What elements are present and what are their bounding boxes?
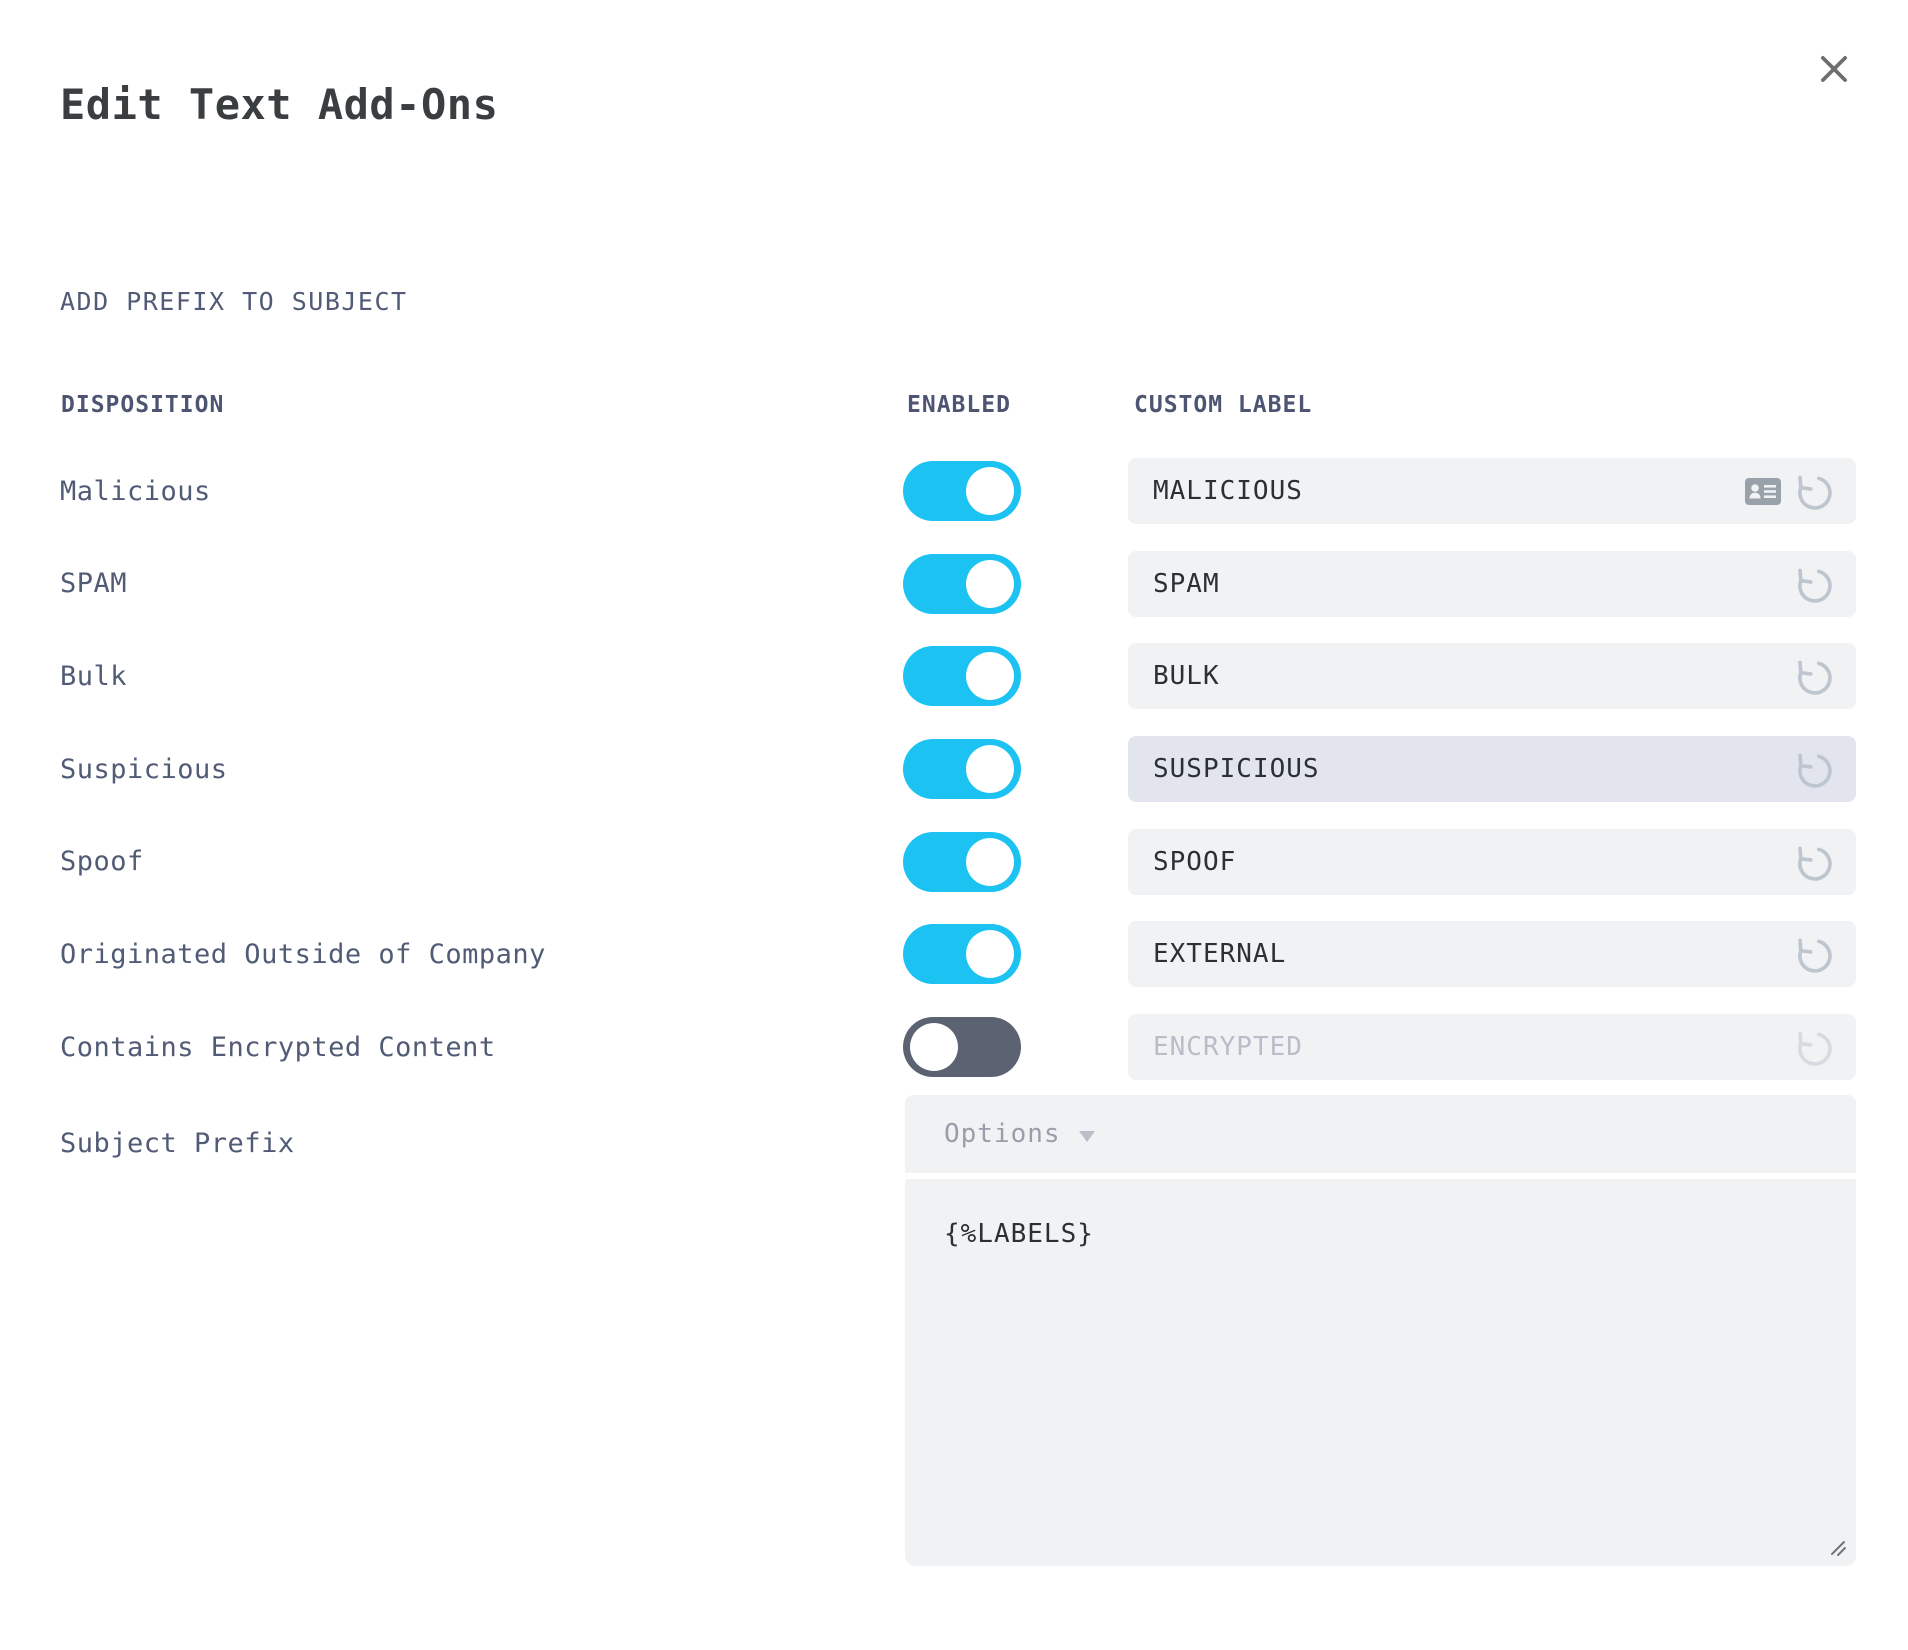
- table-row: [60, 1014, 1856, 1080]
- table-row: [60, 736, 1856, 802]
- enabled-toggle[interactable]: [903, 739, 1021, 799]
- custom-label-input[interactable]: [1128, 643, 1856, 709]
- disposition-label: SPAM: [60, 568, 128, 600]
- custom-label-value: EXTERNAL: [1153, 939, 1287, 970]
- toggle-knob: [966, 560, 1014, 608]
- table-row: [60, 551, 1856, 617]
- undo-restore-icon[interactable]: [1792, 840, 1836, 884]
- section-heading: ADD PREFIX TO SUBJECT: [60, 287, 408, 316]
- custom-label-value: ENCRYPTED: [1153, 1032, 1303, 1063]
- options-dropdown[interactable]: [905, 1095, 1856, 1173]
- undo-restore-icon[interactable]: [1792, 747, 1836, 791]
- undo-restore-icon[interactable]: [1792, 469, 1836, 513]
- toggle-knob: [966, 838, 1014, 886]
- page-title: Edit Text Add-Ons: [60, 80, 499, 130]
- toggle-knob: [966, 467, 1014, 515]
- column-header-enabled: ENABLED: [907, 392, 1011, 418]
- undo-restore-icon[interactable]: [1792, 654, 1836, 698]
- enabled-toggle[interactable]: [903, 554, 1021, 614]
- disposition-rows: [60, 458, 1856, 1107]
- disposition-label: Contains Encrypted Content: [60, 1031, 496, 1063]
- undo-restore-icon[interactable]: [1792, 932, 1836, 976]
- chevron-down-icon: [1079, 1131, 1095, 1142]
- close-button[interactable]: [1810, 46, 1858, 94]
- custom-label-value: MALICIOUS: [1153, 476, 1303, 506]
- custom-label-input[interactable]: [1128, 736, 1856, 802]
- undo-restore-icon[interactable]: [1792, 562, 1836, 606]
- toggle-knob: [966, 745, 1014, 793]
- disposition-label: Suspicious: [60, 753, 228, 785]
- enabled-toggle[interactable]: [903, 924, 1021, 984]
- subject-prefix-label: Subject Prefix: [60, 1127, 295, 1159]
- undo-restore-icon[interactable]: [1792, 1025, 1836, 1069]
- custom-label-input[interactable]: [1128, 458, 1856, 524]
- enabled-toggle[interactable]: [903, 1017, 1021, 1077]
- enabled-toggle[interactable]: [903, 832, 1021, 892]
- disposition-label: Originated Outside of Company: [60, 938, 546, 970]
- resize-grip-icon[interactable]: [1828, 1538, 1850, 1560]
- custom-label-input[interactable]: [1128, 921, 1856, 987]
- custom-label-value: SPOOF: [1153, 846, 1237, 877]
- table-row: [60, 921, 1856, 987]
- custom-label-value: SUSPICIOUS: [1153, 754, 1320, 785]
- toggle-knob: [966, 652, 1014, 700]
- custom-label-value: SPAM: [1153, 568, 1220, 599]
- custom-label-value: BULK: [1153, 661, 1220, 692]
- custom-label-input[interactable]: [1128, 1014, 1856, 1080]
- table-row: [60, 458, 1856, 524]
- contact-card-icon[interactable]: [1744, 477, 1782, 506]
- table-row: [60, 643, 1856, 709]
- enabled-toggle[interactable]: [903, 646, 1021, 706]
- enabled-toggle[interactable]: [903, 461, 1021, 521]
- close-icon: [1815, 50, 1853, 91]
- options-dropdown-label: Options: [944, 1119, 1061, 1149]
- toggle-knob: [910, 1023, 958, 1071]
- subject-prefix-value: {%LABELS}: [944, 1219, 1094, 1249]
- disposition-label: Malicious: [60, 475, 211, 507]
- column-header-disposition: DISPOSITION: [61, 392, 225, 418]
- table-row: [60, 829, 1856, 895]
- custom-label-input[interactable]: [1128, 551, 1856, 617]
- toggle-knob: [966, 930, 1014, 978]
- custom-label-input[interactable]: [1128, 829, 1856, 895]
- subject-prefix-textarea[interactable]: [905, 1179, 1856, 1566]
- disposition-label: Bulk: [60, 660, 128, 692]
- disposition-label: Spoof: [60, 846, 144, 878]
- column-header-custom-label: CUSTOM LABEL: [1134, 392, 1313, 418]
